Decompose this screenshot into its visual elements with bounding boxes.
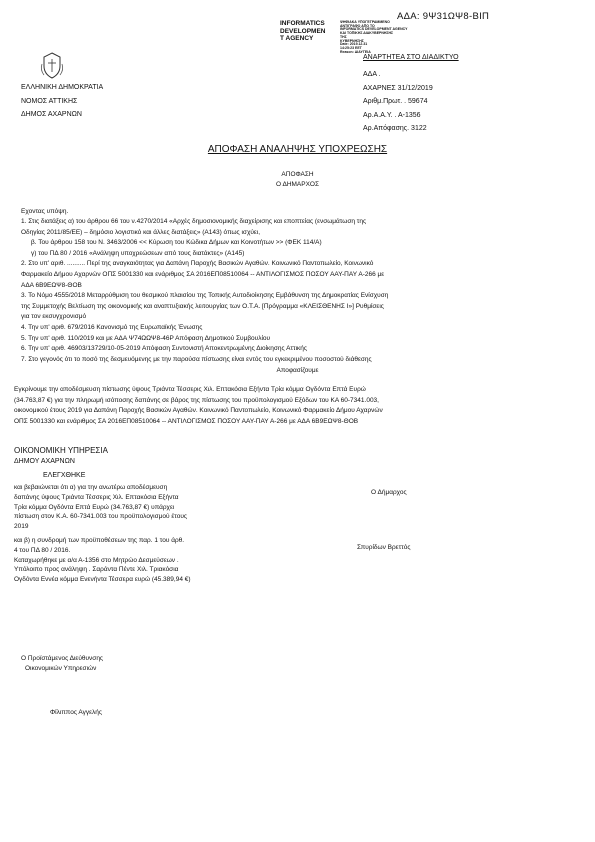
ida-signature-details: ΨΗΦΙΑΚΑ ΥΠΟΓΕΓΡΑΜΜΕΝΟ ΑΝΤΙΓΡΑΦΟ ΑΠΟ ΤΟ INFORMATICS DEVELOPMENT AGENCY ΚΑΙ ΤΟΠΙΚΗΣ ΔΙΑΚΥΒΕΡΝΗΣΗΣ ΤΗΣ ΚΥΒΕΡΝΗΣΗΣ Date: 2019.12.31 14:25:23 EET Reason: ΔΙΑΥΓΕΙΑ — [340, 20, 408, 54]
list-item: 2. Στο υπ' αριθ. .......... Περί της αναγκαιότητας για Δαπάνη Παροχής Βασικών Αγαθών. Κοινωνικό Παντοπωλείο, Κοινωνικό — [21, 260, 374, 268]
finance-heading: ΟΙΚΟΝΟΜΙΚΗ ΥΠΗΡΕΣΙΑ ΔΗΜΟΥ ΑΧΑΡΝΩΝ — [14, 446, 108, 465]
mayor-role: Ο Δήμαρχος — [371, 489, 407, 496]
list-item: β. Του άρθρου 158 του Ν. 3463/2006 << Κύρωση του Κώδικα Δήμων και Κοινοτήτων >> (ΦΕΚ 114/Α) — [31, 239, 322, 247]
list-item: 1. Στις διατάξεις α) του άρθρου 66 του ν.4270/2014 «Αρχές δημοσιονομικής διαχείρισης και εποπτείας (ενσωμάτωση της — [21, 218, 367, 225]
decision-text: Εγκρίνουμε την αποδέσμευση πίστωσης ύψους Τριάντα Τέσσερις Χιλ. Επτακόσια Εξήντα Τρία κόμμα Ογδόντα Επτά Ευρώ (34.763,87 €) για την πληρωμή ισόποσης δαπάνης σε βάρος της πίστωσης του προϋπολογισμού Εξόδων του ΚΑ 60-7341.003, οικονομικού έτους 2019 για Δαπάνη Παροχής Βασικών Αγαθών. Κοινωνικό Παντοπωλείο, Κοινωνικό Φαρμακείο Δήμου Αχαρνών ΟΠΣ 5001330 και ενάριθμος ΣΑ 2016ΕΠ08510064 -- ΑΝΤΙΛΟΓΙΣΜΟΣ ΠΟΣΟΥ ΑΑΥ-ΠΑΥ Α-266 με ΑΔΑ 6Β9ΕΩΨ8-ΘΟΒ — [14, 386, 383, 425]
decision-heading: ΑΠΟΦΑΣΗ Ο ΔΗΜΑΡΧΟΣ — [275, 171, 320, 188]
list-item: 6. Την υπ' αριθ. 46903/13729/10-05-2019 Απόφαση Συντονιστή Αποκεντρωμένης Διοίκησης Αττικής — [21, 345, 308, 353]
list-item: Οδηγίας 2011/85/ΕΕ) – δημόσιο λογιστικό και άλλες διατάξεις» (Α143) όπως ισχύει, — [21, 228, 261, 236]
issuer-block: ΕΛΛΗΝΙΚΗ ΔΗΜΟΚΡΑΤΙΑ ΝΟΜΟΣ ΑΤΤΙΚΗΣ ΔΗΜΟΣ ΑΧΑΡΝΩΝ — [21, 84, 104, 118]
list-item: Φαρμακείο Δήμου Αχαρνών ΟΠΣ 5001330 και ενάριθμος ΣΑ 2016ΕΠ08510064 -- ΑΝΤΙΛΟΓΙΣΜΟΣ ΠΟΣΟΥ ΑΑΥ-ΠΑΥ Α-266 με — [21, 270, 385, 278]
ida-signature-text: INFORMATICS DEVELOPMEN T AGENCY — [280, 20, 326, 42]
decide-label: Αποφασίζουμε — [276, 367, 319, 374]
list-item: 5. Την υπ' αριθ. 110/2019 και με ΑΔΑ Ψ74ΩΩΨ8-46Ρ Απόφαση Δημοτικού Συμβουλίου — [21, 334, 271, 342]
list-item: γ) του ΠΔ 80 / 2016 «Ανάληψη υποχρεώσεων από τους διατάκτες» (Α145) — [31, 249, 245, 257]
page-title: ΑΠΟΦΑΣΗ ΑΝΑΛΗΨΗΣ ΥΠΟΧΡΕΩΣΗΣ — [207, 144, 388, 155]
list-item: 3. Το Νόμο 4555/2018 Μεταρρύθμιση του θεσμικού πλαισίου της Τοπικής Αυτοδιοίκησης Εμβάθυνση της Δημοκρατίας Ενίσχυση — [21, 292, 389, 300]
director-role: Ο Προϊστάμενος Διεύθυνσης Οικονομικών Υπηρεσιών — [21, 655, 104, 673]
hellenic-emblem-icon — [39, 50, 65, 80]
director-name: Φίλιππος Αγγελής — [50, 709, 103, 716]
list-item: 4. Την υπ' αριθ. 679/2016 Κανονισμό της Ευρωπαϊκής Ένωσης — [21, 323, 203, 331]
mayor-name: Σπυρίδων Βρεττός — [357, 544, 411, 551]
finance-body: και βεβαιώνεται ότι α) για την ανωτέρω αποδέσμευση δαπάνης ύψους Τριάντα Τέσσερις Χιλ. Επτακόσια Εξήντα Τρία κόμμα Ογδόντα Επτά Ευρώ (34.763,87 €) υπάρχει πίστωση στον Κ.Α. 60-7341.003 του προϋπολογισμού έτους 2019 και β) η συνδρομή των προϋποθέσεων της παρ. 1 του άρθ. 4 του ΠΔ 80 / 2016. Καταχωρήθηκε με α/α Α-1356 στο Μητρώο Δεσμεύσεων . Υπόλοιπο προς ανάληψη . Σαράντα Πέντε Χιλ. Τριακόσια Ογδόντα Εννέα κόμμα Ενενήντα Τέσσερα ευρώ (45.389,94 €) — [14, 484, 191, 584]
ada-stamp: ΑΔΑ: 9Ψ31ΩΨ8-ΒΙΠ — [397, 11, 490, 22]
list-item: ΑΔΑ 6Β9ΕΩΨ8-ΘΟΒ — [21, 281, 82, 289]
checked-label: ΕΛΕΓΧΘΗΚΕ — [43, 472, 86, 479]
list-item: της Συμμετοχής Βελτίωση της οικονομικής και αναπτυξιακής λειτουργίας των Ο.Τ.Α. [Πρόγραμμα «ΚΛΕΙΣΘΕΝΗΣ Ι»] Ρυθμίσεις — [21, 302, 384, 310]
document-meta: ΑΔΑ . ΑΧΑΡΝΕΣ 31/12/2019 Αριθμ.Πρωτ. . 59674 Αρ.Α.Α.Υ. . Α-1356 Αρ.Απόφασης. 3122 — [363, 71, 433, 132]
considerations-list — [21, 217, 388, 365]
posted-online-label: ΑΝΑΡΤΗΤΕΑ ΣΤΟ ΔΙΑΔΙΚΤΥΟ — [363, 54, 459, 61]
considering-label: Εχοντας υπόψη. — [21, 208, 69, 215]
list-item: για τον εκσυγχρονισμό — [21, 313, 87, 321]
list-item: 7. Στο γεγονός ότι το ποσό της δεσμευόμενης με την παρούσα πίστωσης είναι εντός του εγκεκριμένου ποσοστού διάθεσης — [21, 355, 372, 363]
